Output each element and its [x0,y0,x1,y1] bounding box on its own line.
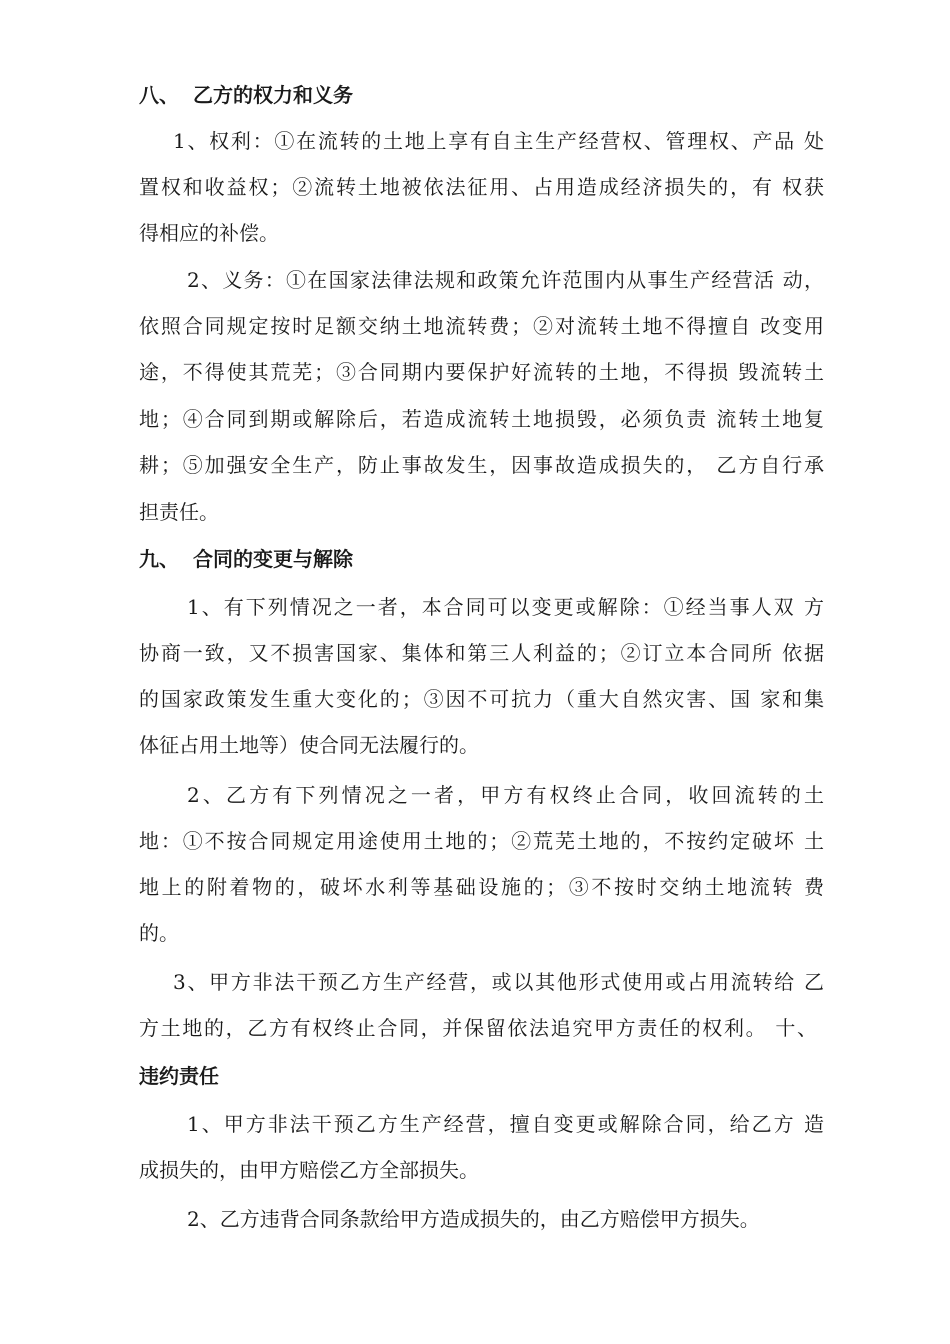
section-8-heading [139,80,353,110]
section-8-para-1-line-1: 1、权利：①在流转的土地上享有自主生产经营权、管理权、产品 处 [173,129,824,153]
section-8-number: 八、 [139,83,179,107]
section-9-para-1-line-4: 体征占用土地等）使合同无法履行的。 [139,733,479,757]
section-10-para-1-line-2: 成损失的，由甲方赔偿乙方全部损失。 [139,1158,479,1182]
section-10-para-1-line-1: 1、甲方非法干预乙方生产经营，擅自变更或解除合同，给乙方 造 [187,1112,824,1136]
section-9-para-3-line-1: 3、甲方非法干预乙方生产经营，或以其他形式使用或占用流转给 乙 [173,970,824,994]
section-9-para-3-line-2: 方土地的，乙方有权终止合同，并保留依法追究甲方责任的权利。 十、 [139,1016,817,1040]
section-8-title: 乙方的权力和义务 [193,83,353,107]
section-8-para-2-line-1: 2、义务：①在国家法律法规和政策允许范围内从事生产经营活 动， [187,268,824,292]
section-8-para-2-line-6: 担责任。 [139,500,219,524]
section-9-para-1-line-1: 1、有下列情况之一者，本合同可以变更或解除：①经当事人双 方 [187,595,824,619]
section-9-number: 九、 [139,547,179,571]
section-9-para-2-line-4: 的。 [139,921,179,945]
section-9-para-2-line-2: 地：①不按合同规定用途使用土地的；②荒芜土地的，不按约定破坏 土 [139,829,824,853]
section-10-para-2-line-1: 2、乙方违背合同条款给甲方造成损失的，由乙方赔偿甲方损失。 [187,1207,760,1231]
section-9-para-2-line-3: 地上的附着物的，破坏水利等基础设施的；③不按时交纳土地流转 费 [139,875,824,899]
section-8-para-2-line-2: 依照合同规定按时足额交纳土地流转费；②对流转土地不得擅自 改变用 [139,314,824,338]
section-8-para-2-line-3: 途，不得使其荒芜；③合同期内要保护好流转的土地，不得损 毁流转土 [139,360,824,384]
section-9-para-2-line-1: 2、乙方有下列情况之一者，甲方有权终止合同，收回流转的土 [187,783,824,807]
section-8-para-2-line-4: 地；④合同到期或解除后，若造成流转土地损毁，必须负责 流转土地复 [139,407,824,431]
section-8-para-1-line-2: 置权和收益权；②流转土地被依法征用、占用造成经济损失的，有 权获 [139,175,824,199]
section-9-title: 合同的变更与解除 [193,547,353,571]
section-8-para-2-line-5: 耕；⑤加强安全生产，防止事故发生，因事故造成损失的， 乙方自行承 [139,453,824,477]
section-9-heading [139,544,353,574]
section-9-para-1-line-3: 的国家政策发生重大变化的；③因不可抗力（重大自然灾害、国 家和集 [139,687,824,711]
section-10-heading: 违约责任 [139,1064,219,1088]
section-9-para-1-line-2: 协商一致，又不损害国家、集体和第三人利益的；②订立本合同所 依据 [139,641,824,665]
section-8-para-1-line-3: 得相应的补偿。 [139,221,279,245]
